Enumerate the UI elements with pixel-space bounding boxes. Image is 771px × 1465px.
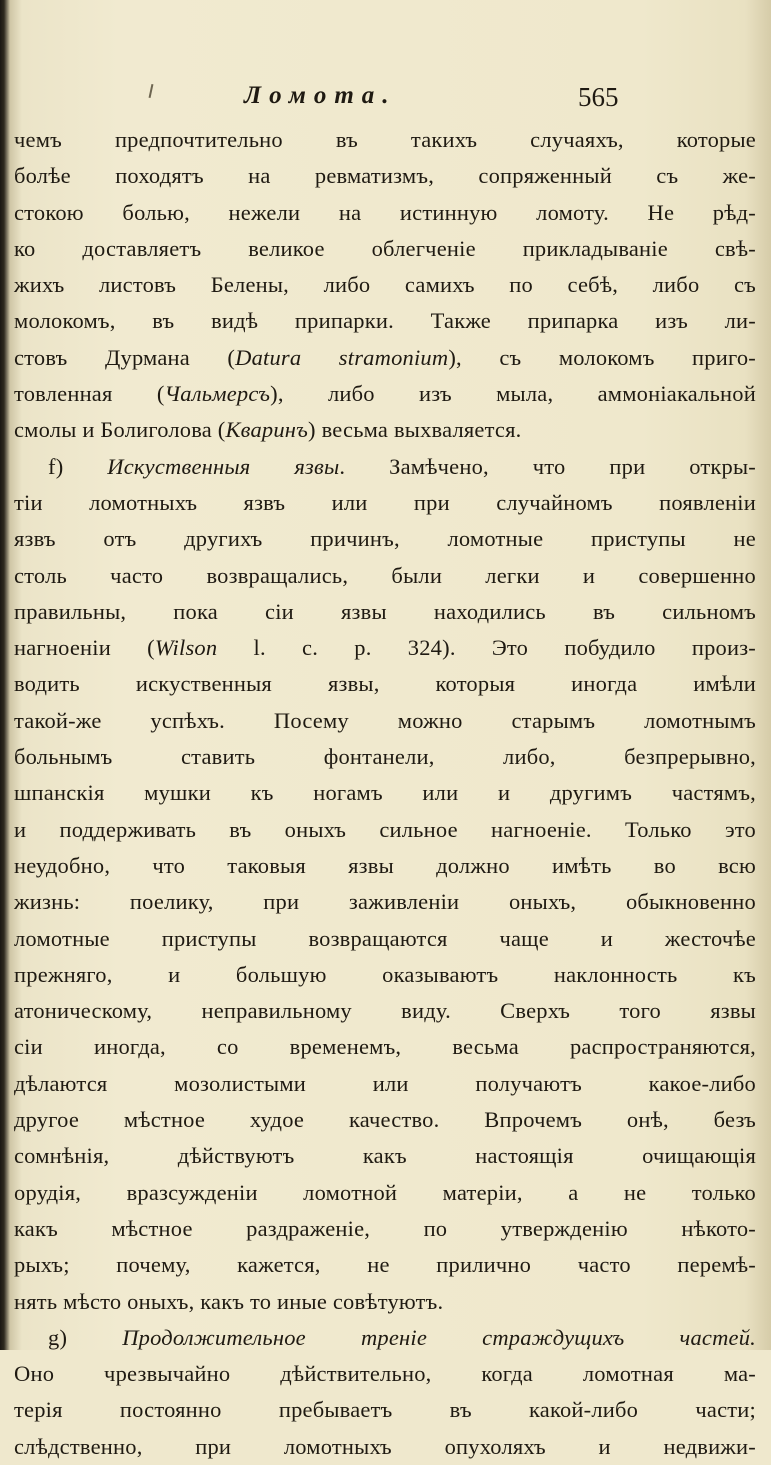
body-text [14,122,756,1465]
text-line: терія постоянно пребываетъ въ какой-либо части; [14,1397,756,1423]
text-line [14,376,756,412]
section-letter: g) [48,1324,123,1350]
text-line: молокомъ, въ видѣ припарки. Также припарка изъ ли- [14,308,756,334]
text-fragment: . Замѣчено, что при откры- [339,453,756,479]
text-fragment: товленная ( [14,381,165,407]
text-fragment: ) весьма выхваляется. [308,417,522,443]
text-line: рыхъ; почему, кажется, не прилично часто перемѣ- [14,1252,756,1278]
latin-plant-name: Datura stramonium [235,344,449,370]
text-line: ломотные приступы возвращаются чаще и жесточѣе [14,925,756,951]
text-fragment: l. c. p. 324). Это побудило произ- [217,635,756,661]
text-line: дѣлаются мозолистыми или получаютъ какое-либо [14,1070,756,1096]
text-line: правильны, пока сіи язвы находились въ сильномъ [14,598,756,624]
text-line: другое мѣстное худое качество. Впрочемъ онѣ, безъ [14,1107,756,1133]
text-line: Оно чрезвычайно дѣйствительно, когда ломотная ма- [14,1361,756,1387]
text-fragment: ), либо изъ мыла, аммоніакальной [270,381,756,407]
text-line: нять мѣсто оныхъ, какъ то иные совѣтуютъ. [14,1288,444,1314]
running-head: Ломота. [244,82,397,109]
text-line: водить искуственныя язвы, которыя иногда имѣли [14,671,756,697]
text-line: чемъ предпочтительно въ такихъ случаяхъ, которые [14,127,756,152]
section-heading-line [14,449,756,485]
page-number: 565 [578,82,619,112]
section-title: Искуственныя язвы [107,453,340,479]
text-line: жихъ листовъ Белены, либо самихъ по себѣ, либо съ [14,272,756,298]
text-fragment: ), съ молокомъ приго- [448,344,756,370]
text-line: слѣдственно, при ломотныхъ опухоляхъ и недвижи- [14,1433,756,1459]
text-line: неудобно, что таковыя язвы должно имѣть во всю [14,852,756,878]
text-line: прежняго, и большую оказываютъ наклонность къ [14,961,756,987]
text-line: болѣе походятъ на ревматизмъ, сопряженный съ же- [14,163,756,189]
text-line: и поддерживать въ оныхъ сильное нагноеніе. Только это [14,816,756,842]
text-line: столь часто возвращались, были легки и совершенно [14,562,756,588]
text-line [14,340,756,376]
section-letter: f) [48,453,108,479]
author-name: Wilson [154,635,218,661]
text-line: какъ мѣстное раздраженіе, по утвержденію нѣкото- [14,1215,756,1241]
section-heading-line [14,1320,756,1356]
text-line: больнымъ ставить фонтанели, либо, безпрерывно, [14,744,756,770]
text-fragment: смолы и Болиголова ( [14,417,226,443]
page-header [0,80,771,114]
text-line: стокою болью, нежели на истинную ломоту. Не рѣд- [14,199,756,225]
text-line [14,412,756,448]
text-line: орудія, вразсужденіи ломотной матеріи, а не только [14,1179,756,1205]
text-line: жизнь: поелику, при заживленіи оныхъ, обыкновенно [14,889,756,915]
text-fragment: нагноеніи ( [14,635,155,661]
text-line: шпанскія мушки къ ногамъ или и другимъ частямъ, [14,780,756,806]
text-line: такой-же успѣхъ. Посему можно старымъ ломотнымъ [14,707,756,733]
text-line: язвъ отъ другихъ причинъ, ломотные приступы не [14,526,756,552]
section-title: Продолжительное треніе страждущихъ частей. [122,1324,756,1350]
text-line [14,630,756,666]
text-line: сіи иногда, со временемъ, весьма распространяются, [14,1034,756,1060]
text-line: атоническому, неправильному виду. Сверхъ того язвы [14,998,756,1024]
text-line: ко доставляетъ великое облегченіе прикладываніе свѣ- [14,235,756,261]
text-fragment: стовъ Дурмана ( [14,344,236,370]
author-name: Кваринъ [225,417,309,443]
text-line: тіи ломотныхъ язвъ или при случайномъ появленіи [14,489,756,515]
text-line: сомнѣнія, дѣйствуютъ какъ настоящія очищающія [14,1143,756,1169]
author-name: Чальмерсъ [164,381,271,407]
